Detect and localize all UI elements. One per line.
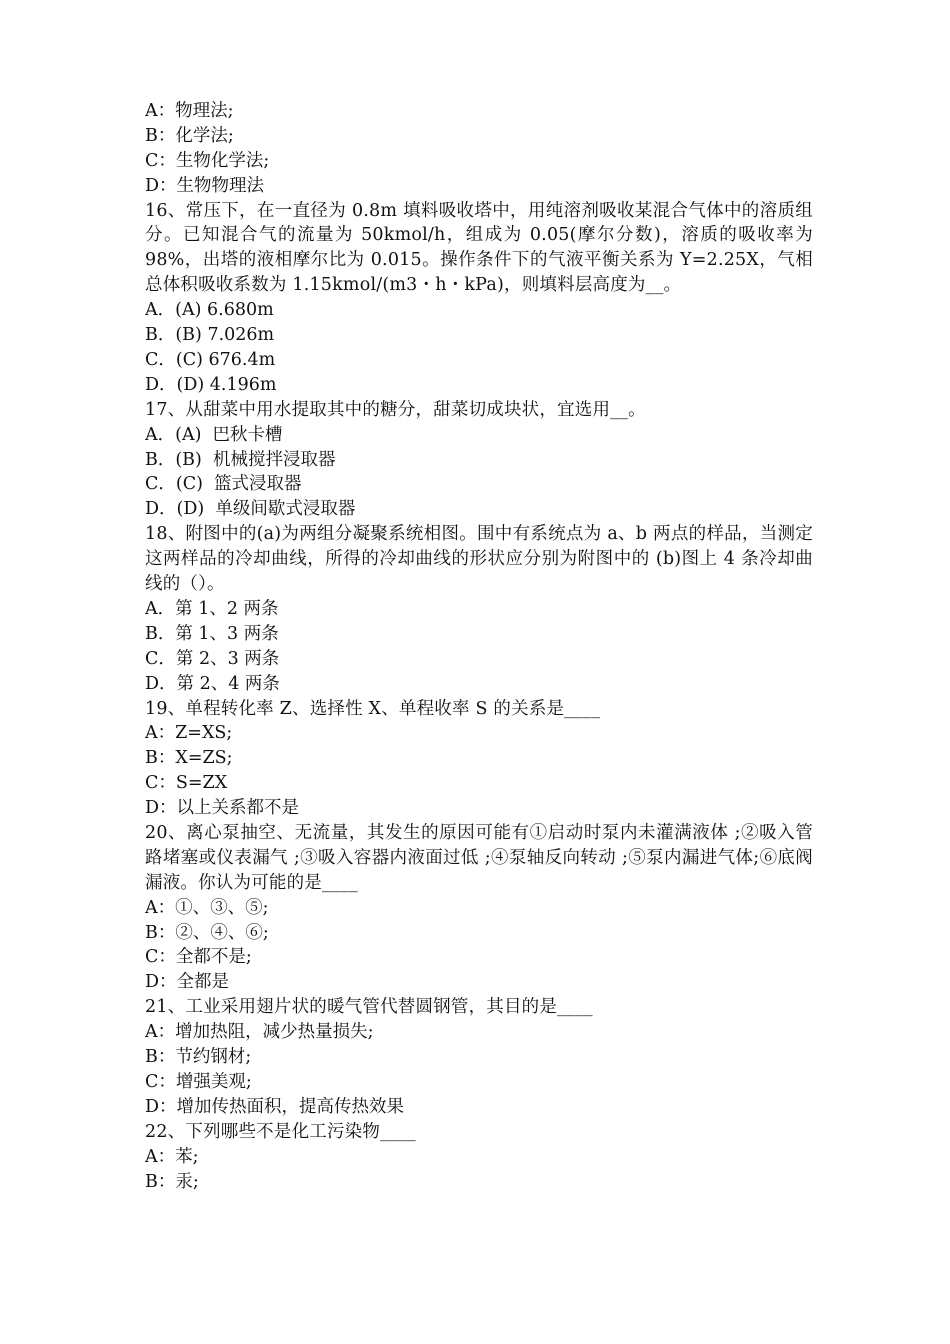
question-17 (145, 398, 813, 522)
option-a: A．(A) 巴秋卡槽 (145, 424, 283, 445)
question-20 (145, 821, 813, 995)
option-c: C．(C) 篮式浸取器 (145, 474, 302, 495)
option-d: D：生物物理法 (145, 175, 265, 196)
option-a: A：Z=XS; (145, 723, 233, 744)
option-c: C：增强美观; (145, 1071, 252, 1092)
question-18 (145, 522, 813, 696)
option-a: A：①、③、⑤; (145, 897, 269, 918)
option-d: D．(D) 4.196m (145, 374, 277, 395)
option-b: B．(B) 机械搅拌浸取器 (145, 449, 336, 470)
q15-options (145, 99, 813, 199)
option-d: D．(D) 单级间歇式浸取器 (145, 499, 356, 520)
question-text: 21、工业采用翅片状的暖气管代替圆钢管，其目的是____ (145, 997, 593, 1018)
option-b: B：节约钢材; (145, 1047, 252, 1068)
option-c: C．(C) 676.4m (145, 349, 276, 370)
question-22 (145, 1120, 813, 1195)
question-text: 17、从甜菜中用水提取其中的糖分，甜菜切成块状，宜选用__。 (145, 399, 646, 420)
option-a: A．(A) 6.680m (145, 300, 274, 321)
question-text: 18、附图中的(a)为两组分凝聚系统相图。围中有系统点为 a、b 两点的样品，当测定这两样品的冷却曲线，所得的冷却曲线的形状应分别为附图中的 (b)图上 4 条冷却曲线的（）。 (145, 524, 813, 595)
option-a: A：增加热阻，减少热量损失; (145, 1022, 374, 1043)
option-d: D．第 2、4 两条 (145, 673, 280, 694)
option-a: A：物理法; (145, 101, 234, 121)
question-text: 16、常压下，在一直径为 0.8m 填料吸收塔中，用纯溶剂吸收某混合气体中的溶质组分。已知混合气的流量为 50kmol/h，组成为 0.05(摩尔分数)，溶质的吸收率为 98%，出塔的液相摩尔比为 0.015。操作条件下的气液平衡关系为 Y=2.25X，气相总体积吸收系数为 1.15kmol/(m3・h・kPa)，则填料层高度为__。 (145, 200, 813, 296)
question-text: 20、离心泵抽空、无流量，其发生的原因可能有①启动时泵内未灌满液体 ;②吸入管路堵塞或仪表漏气 ;③吸入容器内液面过低 ;④泵轴反向转动 ;⑤泵内漏进气体;⑥底阀漏液。你认为可能的是____ (145, 822, 813, 893)
option-b: B：化学法; (145, 125, 234, 146)
question-21 (145, 995, 813, 1119)
option-b: B．(B) 7.026m (145, 325, 275, 346)
option-b: B：②、④、⑥; (145, 922, 269, 943)
option-c: C．第 2、3 两条 (145, 648, 280, 669)
option-c: C：全都不是; (145, 947, 252, 968)
question-text: 22、下列哪些不是化工污染物____ (145, 1121, 416, 1142)
question-text: 19、单程转化率 Z、选择性 X、单程收率 S 的关系是____ (145, 698, 601, 719)
option-c: C：S=ZX (145, 773, 228, 794)
option-b: B：汞; (145, 1171, 199, 1192)
question-19 (145, 697, 813, 821)
option-a: A．第 1、2 两条 (145, 598, 279, 619)
option-b: B．第 1、3 两条 (145, 623, 279, 644)
question-16 (145, 199, 813, 398)
document-page (145, 99, 813, 1194)
option-d: D：增加传热面积，提高传热效果 (145, 1096, 405, 1117)
option-d: D：以上关系都不是 (145, 798, 300, 819)
option-c: C：生物化学法; (145, 150, 270, 171)
option-a: A：苯; (145, 1146, 199, 1167)
option-b: B：X=ZS; (145, 748, 233, 769)
option-d: D：全都是 (145, 972, 230, 993)
